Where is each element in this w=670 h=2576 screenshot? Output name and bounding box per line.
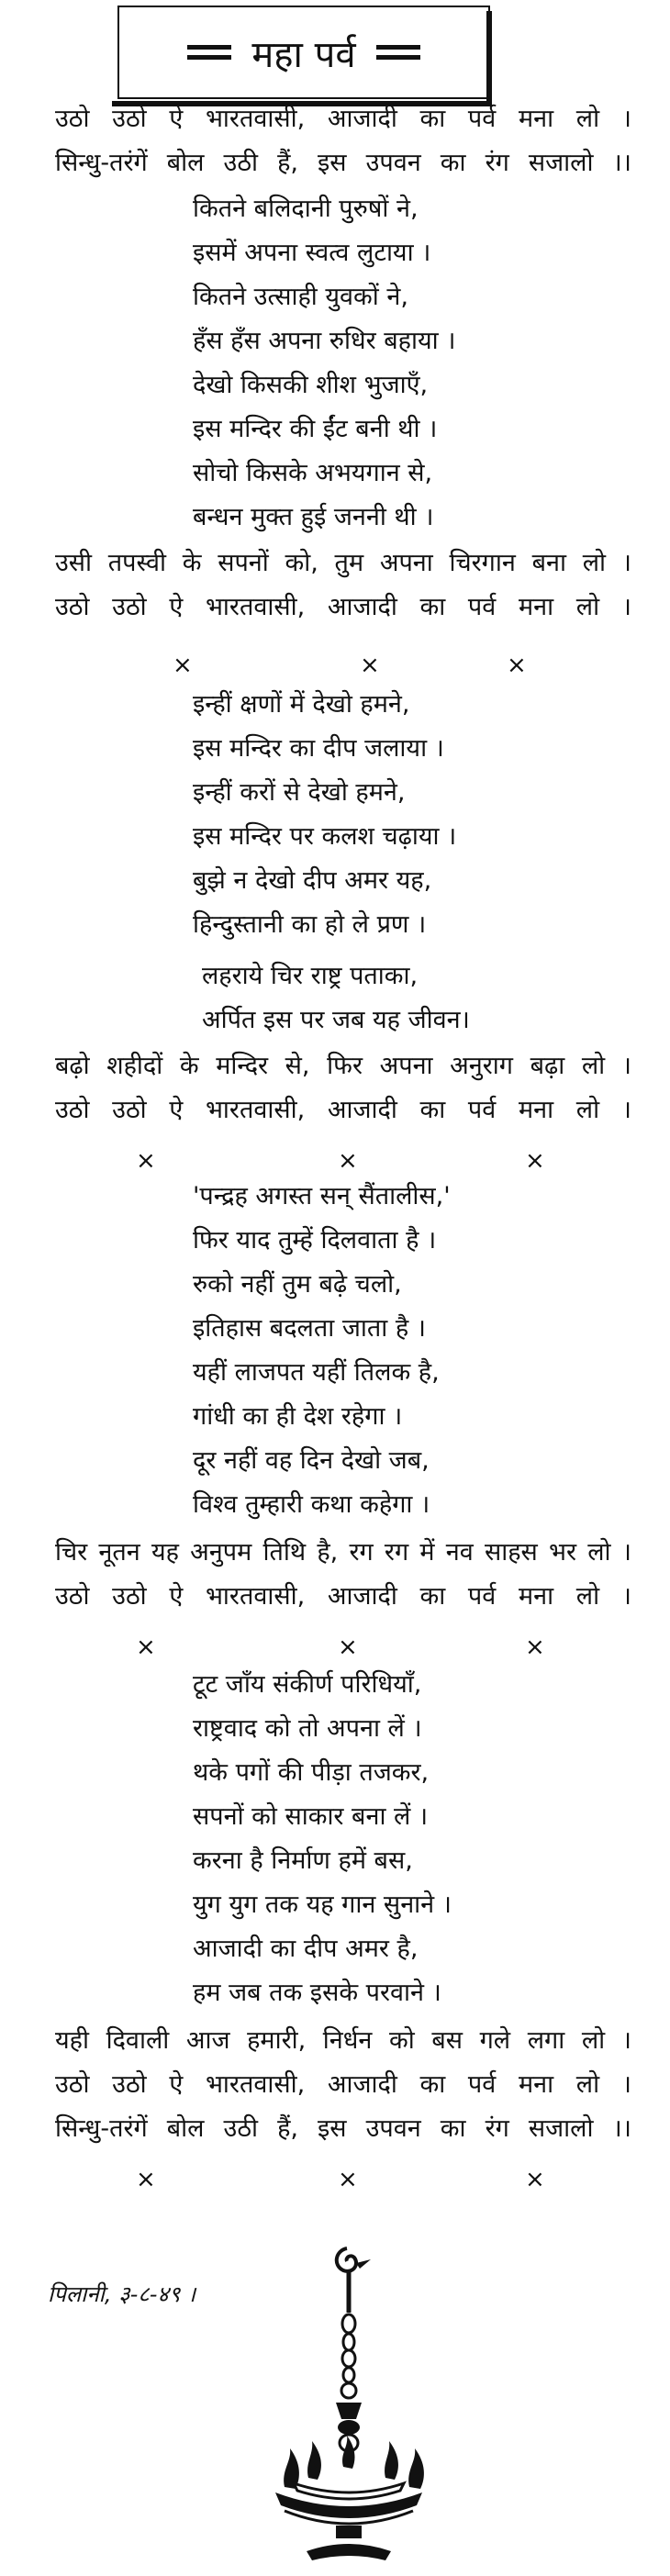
poem-line: अर्पित इस पर जब यह जीवन।	[202, 1006, 470, 1034]
separator-mark: ×	[360, 652, 380, 679]
poem-line: सिन्धु-तरंगें बोल उठी हैं, इस उपवन का रंग सजालो ।।	[55, 149, 631, 177]
poem-line: उठो उठो ऐ भारतवासी, आजादी का पर्व मना लो ।	[55, 2070, 631, 2099]
poem-line: उठो उठो ऐ भारतवासी, आजादी का पर्व मना लो ।	[55, 593, 631, 621]
poem-line: सपनों को साकार बना लें ।	[193, 1802, 429, 1831]
poem-line: 'पन्द्रह अगस्त सन् सैंतालीस,'	[193, 1182, 451, 1210]
poem-line: चिर नूतन यह अनुपम तिथि है, रग रग में नव साहस भर लो ।	[55, 1538, 631, 1567]
separator-mark: ×	[525, 2166, 545, 2193]
poem-line: देखो किसकी शीश भुजाएँ,	[193, 371, 429, 399]
poem-line: विश्व तुम्हारी कथा कहेगा ।	[193, 1490, 430, 1519]
separator-mark: ×	[136, 1147, 156, 1175]
poem-line: राष्ट्रवाद को तो अपना लें ।	[193, 1714, 422, 1743]
separator-mark: ×	[525, 1147, 545, 1175]
stanza-separator	[0, 2166, 670, 2193]
separator-mark: ×	[173, 652, 193, 679]
poem-line: उसी तपस्वी के सपनों को, तुम अपना चिरगान बना लो ।	[55, 549, 631, 577]
poem-line: इतिहास बदलता जाता है ।	[193, 1314, 426, 1343]
separator-mark: ×	[507, 652, 527, 679]
poem-title: महा पर्व	[251, 33, 356, 76]
title-dash-left	[187, 45, 231, 60]
separator-mark: ×	[136, 1634, 156, 1661]
poem-line: इन्हीं करों से देखो हमने,	[193, 778, 406, 807]
poem-line: गांधी का ही देश रहेगा ।	[193, 1402, 403, 1431]
poem-line: इसमें अपना स्वत्व लुटाया ।	[193, 239, 431, 267]
title-dash-right	[376, 45, 420, 60]
lamp-icon	[248, 2239, 450, 2570]
stanza-separator	[0, 652, 670, 679]
stanza-separator	[0, 1147, 670, 1175]
poem-line: कितने बलिदानी पुरुषों ने,	[193, 195, 419, 223]
poem-line: थके पगों की पीड़ा तजकर,	[193, 1758, 430, 1787]
poem-line: बुझे न देखो दीप अमर यह,	[193, 866, 432, 895]
poem-line: हम जब तक इसके परवाने ।	[193, 1979, 441, 2007]
poem-line: बन्धन मुक्त हुई जननी थी ।	[193, 503, 434, 531]
title-box	[117, 6, 490, 99]
stanza-separator	[0, 1634, 670, 1661]
poem-line: इस मन्दिर का दीप जलाया ।	[193, 734, 444, 763]
poem-line: यही दिवाली आज हमारी, निर्धन को बस गले लगा लो ।	[55, 2026, 631, 2055]
poem-line: उठो उठो ऐ भारतवासी, आजादी का पर्व मना लो ।	[55, 1096, 631, 1124]
poem-line: युग युग तक यह गान सुनाने ।	[193, 1890, 452, 1919]
poem-line: करना है निर्माण हमें बस,	[193, 1846, 413, 1875]
separator-mark: ×	[525, 1634, 545, 1661]
poem-line: इस मन्दिर की ईंट बनी थी ।	[193, 415, 438, 443]
poem-line: लहराये चिर राष्ट्र पताका,	[202, 962, 419, 990]
poem-line: फिर याद तुम्हें दिलवाता है ।	[193, 1226, 437, 1255]
poem-line: सिन्धु-तरंगें बोल उठी हैं, इस उपवन का रंग सजालो ।।	[55, 2114, 631, 2143]
separator-mark: ×	[136, 2166, 156, 2193]
place-date-footer: पिलानी, ३-८-४९ ।	[48, 2281, 196, 2307]
poem-line: इस मन्दिर पर कलश चढ़ाया ।	[193, 822, 457, 851]
poem-line: इन्हीं क्षणों में देखो हमने,	[193, 690, 410, 719]
poem-line: आजादी का दीप अमर है,	[193, 1935, 419, 1963]
poem-line: हँस हँस अपना रुधिर बहाया ।	[193, 327, 456, 355]
poem-line: उठो उठो ऐ भारतवासी, आजादी का पर्व मना लो ।	[55, 1582, 631, 1611]
separator-mark: ×	[338, 1147, 358, 1175]
poem-line: कितने उत्साही युवकों ने,	[193, 283, 408, 311]
poem-line: हिन्दुस्तानी का हो ले प्रण ।	[193, 910, 427, 939]
poem-line: उठो उठो ऐ भारतवासी, आजादी का पर्व मना लो ।	[55, 105, 631, 133]
poem-line: दूर नहीं वह दिन देखो जब,	[193, 1446, 430, 1475]
poem-line: रुको नहीं तुम बढ़े चलो,	[193, 1270, 402, 1299]
poem-line: यहीं लाजपत यहीं तिलक है,	[193, 1358, 440, 1387]
poem-line: बढ़ो शहीदों के मन्दिर से, फिर अपना अनुराग बढ़ा लो ।	[55, 1052, 631, 1080]
separator-mark: ×	[338, 2166, 358, 2193]
poem-line: सोचो किसके अभयगान से,	[193, 459, 433, 487]
separator-mark: ×	[338, 1634, 358, 1661]
poem-line: टूट जाँय संकीर्ण परिधियाँ,	[193, 1670, 422, 1699]
